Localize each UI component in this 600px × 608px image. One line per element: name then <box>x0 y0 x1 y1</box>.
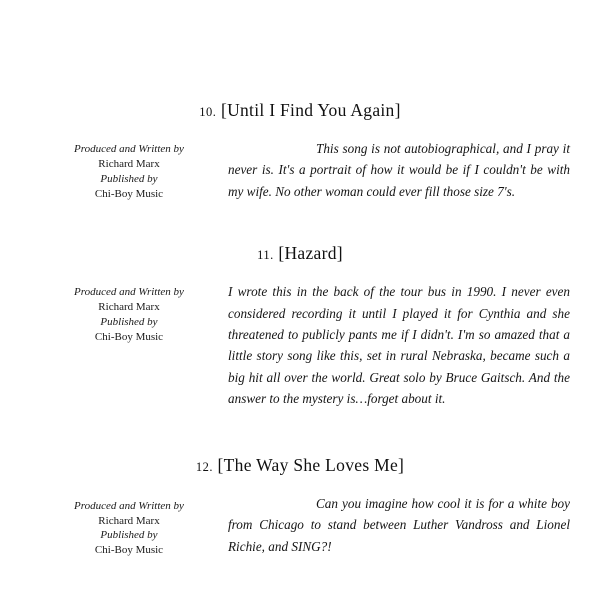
produced-label: Produced and Written by <box>74 286 184 299</box>
track-heading <box>0 243 600 264</box>
produced-by: Richard Marx <box>98 157 160 170</box>
track-heading <box>0 455 600 476</box>
track-body <box>0 138 600 202</box>
track-entry <box>0 0 600 202</box>
produced-label: Produced and Written by <box>74 499 184 512</box>
published-label: Published by <box>100 529 158 542</box>
note-text: I wrote this in the back of the tour bus in 1990. I never even considered recording it until I played it for Cynthia and she threatened to publicly pants me if I didn't. I'm so amazed that a little story song like this, set in rural Nebraska, became such a big hit all over the world. Great solo by Bruce Gaitsch. And the answer to the mystery is…forget about it. <box>228 284 570 407</box>
track-credits <box>54 499 204 558</box>
published-by: Chi-Boy Music <box>94 330 164 343</box>
track-title: [The Way She Loves Me] <box>217 454 405 475</box>
track-credits <box>54 285 204 344</box>
produced-by: Richard Marx <box>98 301 160 314</box>
track-number: 12. <box>195 459 213 474</box>
track-body <box>0 493 600 557</box>
track-note <box>228 493 570 557</box>
track-number: 10. <box>199 105 217 119</box>
published-by: Chi-Boy Music <box>94 187 164 200</box>
track-number: 11. <box>257 248 274 263</box>
published-by: Chi-Boy Music <box>94 544 164 557</box>
produced-by: Richard Marx <box>98 514 160 527</box>
track-note <box>228 281 570 409</box>
track-note <box>228 138 570 202</box>
track-entry <box>0 215 600 409</box>
note-text: This song is not autobiographical, and I pray it never is. It's a portrait of how it would be if I couldn't be with my wife. No other woman could ever fill those size 7's. <box>228 141 570 199</box>
track-title: [Hazard] <box>278 243 343 264</box>
track-title: [Until I Find You Again] <box>220 100 401 120</box>
track-credits <box>54 142 204 201</box>
note-text: Can you imagine how cool it is for a white boy from Chicago to stand between Luther Vandross and Lionel Richie, and SING?! <box>228 495 570 554</box>
track-heading <box>0 100 600 121</box>
published-label: Published by <box>100 316 158 328</box>
published-label: Published by <box>100 172 158 185</box>
track-body <box>0 281 600 409</box>
produced-label: Produced and Written by <box>74 143 184 155</box>
track-entry <box>0 423 600 557</box>
